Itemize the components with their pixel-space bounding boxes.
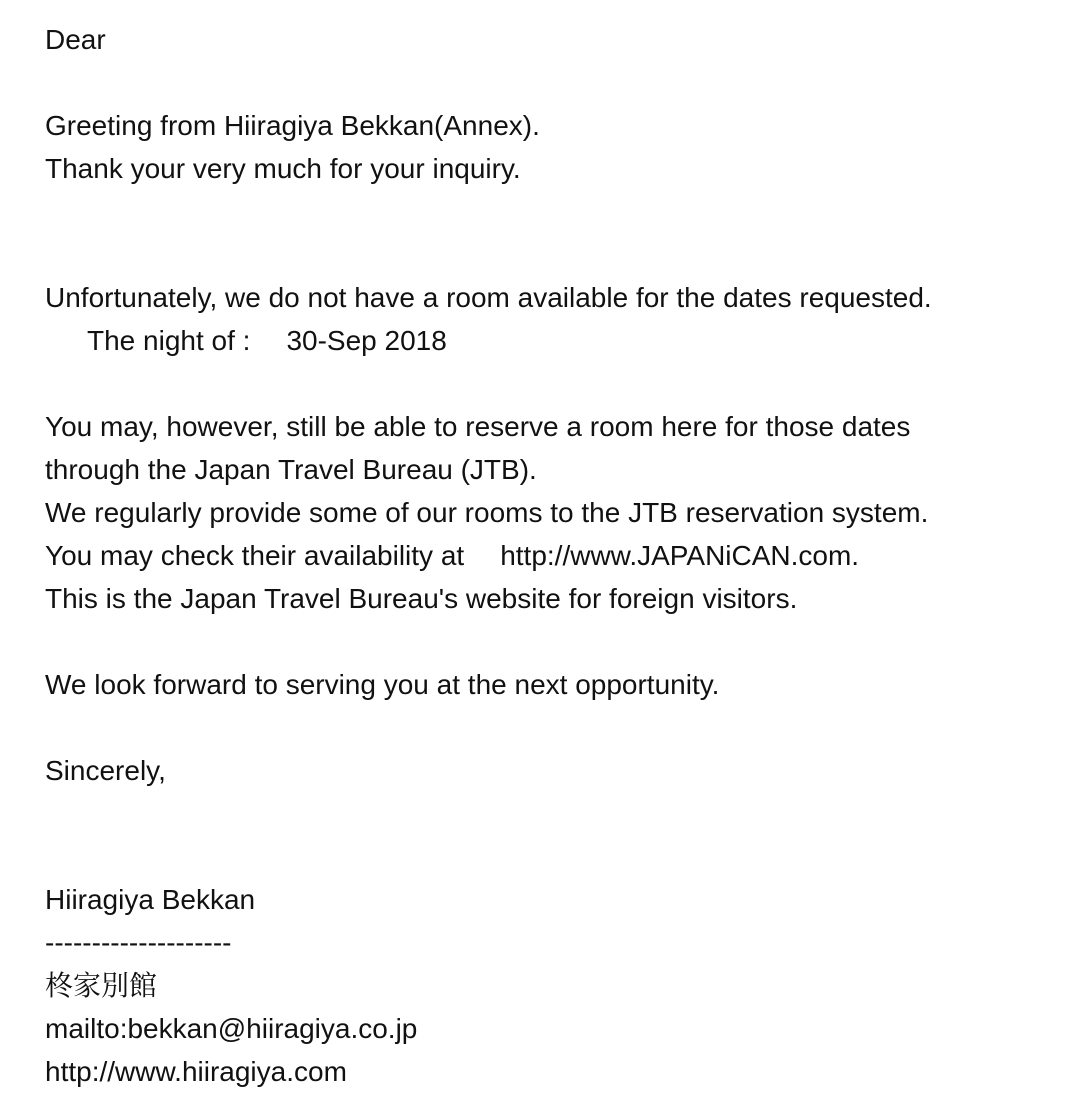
signature-divider: --------------------	[45, 927, 232, 958]
jtb-line-4	[45, 534, 1070, 577]
greeting: Greeting from Hiiragiya Bekkan(Annex).	[45, 110, 540, 141]
blank-line	[45, 61, 1070, 104]
night-line	[45, 319, 1070, 362]
jtb-line-5: This is the Japan Travel Bureau's website for foreign visitors.	[45, 583, 798, 614]
jtb-line-3: We regularly provide some of our rooms to the JTB reservation system.	[45, 497, 929, 528]
blank-line	[45, 233, 1070, 276]
japanican-link[interactable]: http://www.JAPANiCAN.com.	[500, 540, 860, 571]
salutation: Dear	[45, 24, 106, 55]
blank-line	[45, 362, 1070, 405]
signature-website-link[interactable]: http://www.hiiragiya.com	[45, 1056, 347, 1087]
closing-line: We look forward to serving you at the next opportunity.	[45, 669, 720, 700]
signoff: Sincerely,	[45, 755, 166, 786]
signature-name: Hiiragiya Bekkan	[45, 884, 256, 915]
email-body	[45, 18, 1070, 1093]
night-label: The night of :	[87, 325, 251, 356]
blank-line	[45, 190, 1070, 233]
jtb-line-1: You may, however, still be able to reserve a room here for those dates	[45, 411, 911, 442]
unavailable-line: Unfortunately, we do not have a room available for the dates requested.	[45, 282, 932, 313]
blank-line	[45, 792, 1070, 835]
blank-line	[45, 706, 1070, 749]
signature-email-link[interactable]: mailto:bekkan@hiiragiya.co.jp	[45, 1013, 418, 1044]
jtb-line-2: through the Japan Travel Bureau (JTB).	[45, 454, 537, 485]
blank-line	[45, 620, 1070, 663]
signature-name-japanese: 柊家別館	[45, 970, 158, 1001]
blank-line	[45, 835, 1070, 878]
jtb-line-4-prefix: You may check their availability at	[45, 540, 465, 571]
night-date: 30-Sep 2018	[286, 325, 447, 356]
thanks-line: Thank your very much for your inquiry.	[45, 153, 521, 184]
